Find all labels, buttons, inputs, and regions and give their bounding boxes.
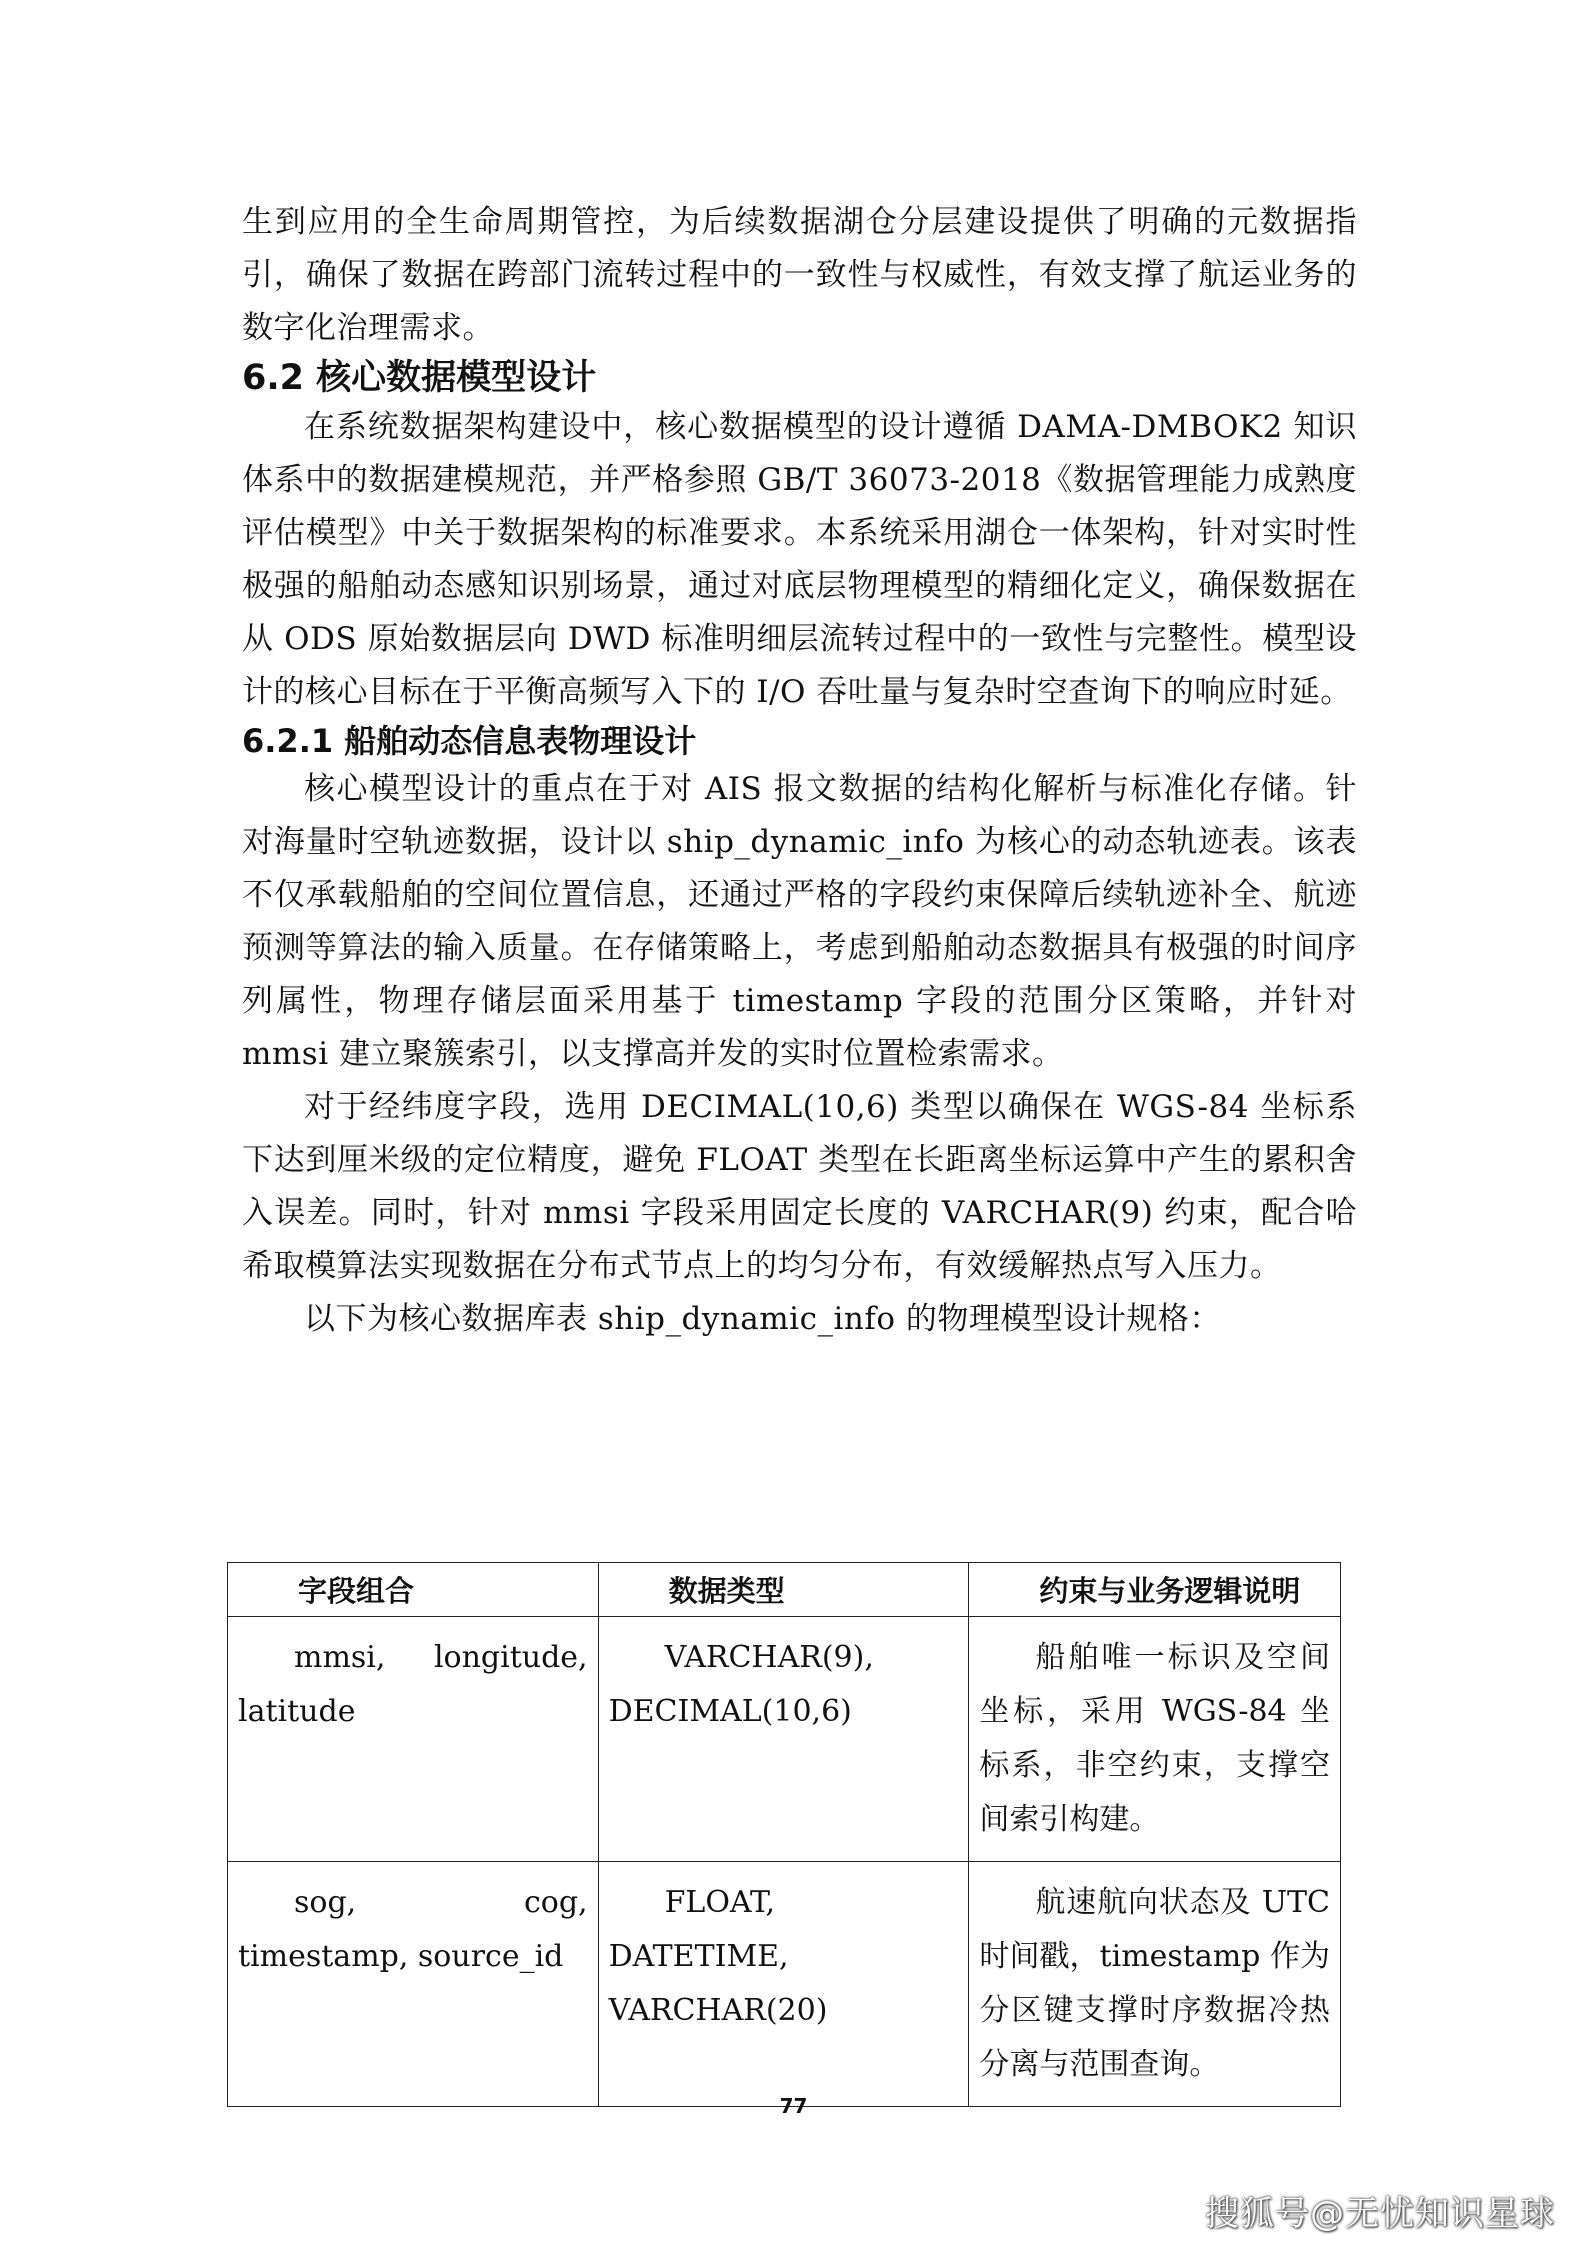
page-number: 77	[779, 2094, 808, 2118]
section-heading: 6.2 核心数据模型设计	[242, 358, 597, 398]
table-cell: 船舶唯一标识及空间坐标，采用 WGS-84 坐标系，非空约束，支撑空间索引构建。	[969, 1617, 1341, 1862]
table-row	[228, 1862, 1341, 2107]
subsection-paragraph-1: 核心模型设计的重点在于对 AIS 报文数据的结构化解析与标准化存储。针对海量时空轨迹数据，设计以 ship_dynamic_info 为核心的动态轨迹表。该表不仅承载船舶的空间位置信息，还通过严格的字段约束保障后续轨迹补全、航迹预测等算法的输入质量。在存储策略上，考虑到船舶动态数据具有极强的时间序列属性，物理存储层面采用基于 timestamp 字段的范围分区策略，并针对 mmsi 建立聚簇索引，以支撑高并发的实时位置检索需求。	[242, 771, 1357, 1072]
table-cell: VARCHAR(9), DECIMAL(10,6)	[598, 1617, 969, 1862]
table-cell: mmsi, longitude, latitude	[228, 1617, 599, 1862]
section-paragraph: 在系统数据架构建设中，核心数据模型的设计遵循 DAMA-DMBOK2 知识体系中的数据建模规范，并严格参照 GB/T 36073-2018《数据管理能力成熟度评估模型》中关于数据架构的标准要求。本系统采用湖仓一体架构，针对实时性极强的船舶动态感知识别场景，通过对底层物理模型的精细化定义，确保数据在从 ODS 原始数据层向 DWD 标准明细层流转过程中的一致性与完整性。模型设计的核心目标在于平衡高频写入下的 I/O 吞吐量与复杂时空查询下的响应时延。	[242, 409, 1357, 710]
table-intro-paragraph: 以下为核心数据库表 ship_dynamic_info 的物理模型设计规格：	[304, 1301, 1221, 1337]
table-cell: sog, cog, timestamp, source_id	[228, 1862, 599, 2107]
table-row	[228, 1617, 1341, 1862]
page-content	[242, 196, 1357, 1346]
table-header-cell: 约束与业务逻辑说明	[969, 1563, 1341, 1617]
table-header-cell: 数据类型	[598, 1563, 969, 1617]
intro-paragraph: 生到应用的全生命周期管控，为后续数据湖仓分层建设提供了明确的元数据指引，确保了数据在跨部门流转过程中的一致性与权威性，有效支撑了航运业务的数字化治理需求。	[242, 204, 1357, 346]
subsection-heading: 6.2.1 船舶动态信息表物理设计	[242, 722, 697, 760]
table-cell: 航速航向状态及 UTC 时间戳，timestamp 作为分区键支撑时序数据冷热分离与范围查询。	[969, 1862, 1341, 2107]
table-cell: FLOAT, DATETIME, VARCHAR(20)	[598, 1862, 969, 2107]
table-header-cell: 字段组合	[228, 1563, 599, 1617]
table-header-row	[228, 1563, 1341, 1617]
physical-model-table	[227, 1562, 1341, 2107]
watermark-text: 搜狐号@无忧知识星球	[1205, 2194, 1555, 2234]
subsection-paragraph-2: 对于经纬度字段，选用 DECIMAL(10,6) 类型以确保在 WGS-84 坐标系下达到厘米级的定位精度，避免 FLOAT 类型在长距离坐标运算中产生的累积舍入误差。同时，针对 mmsi 字段采用固定长度的 VARCHAR(9) 约束，配合哈希取模算法实现数据在分布式节点上的均匀分布，有效缓解热点写入压力。	[242, 1089, 1357, 1284]
